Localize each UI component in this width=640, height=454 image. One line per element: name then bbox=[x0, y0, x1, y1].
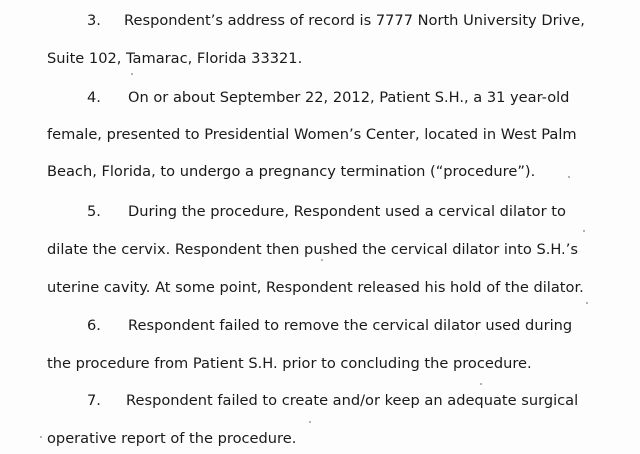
paragraph-line: Respondent failed to create and/or keep an adequate surgical bbox=[126, 392, 579, 409]
scan-speck bbox=[480, 383, 482, 385]
paragraph-number: 6. bbox=[87, 317, 101, 334]
scan-speck bbox=[321, 259, 323, 261]
scan-speck bbox=[586, 302, 588, 304]
scan-speck bbox=[309, 421, 311, 423]
scan-speck bbox=[583, 230, 585, 232]
paragraph-line: Suite 102, Tamarac, Florida 33321. bbox=[47, 50, 303, 67]
scan-speck bbox=[40, 436, 42, 438]
paragraph-line: Beach, Florida, to undergo a pregnancy termination (“procedure”). bbox=[47, 163, 536, 180]
paragraph-line: operative report of the procedure. bbox=[47, 430, 297, 447]
paragraph-number: 5. bbox=[87, 203, 101, 220]
paragraph-number: 4. bbox=[87, 89, 101, 106]
paragraph-line: the procedure from Patient S.H. prior to concluding the procedure. bbox=[47, 355, 532, 372]
paragraph-line: uterine cavity. At some point, Respondent released his hold of the dilator. bbox=[47, 279, 584, 296]
paragraph-line: dilate the cervix. Respondent then pushed the cervical dilator into S.H.’s bbox=[47, 241, 578, 258]
paragraph-line: Respondent’s address of record is 7777 North University Drive, bbox=[124, 12, 585, 29]
paragraph-line: During the procedure, Respondent used a cervical dilator to bbox=[128, 203, 566, 220]
paragraph-line: Respondent failed to remove the cervical dilator used during bbox=[128, 317, 573, 334]
paragraph-number: 7. bbox=[87, 392, 101, 409]
paragraph-number: 3. bbox=[87, 12, 101, 29]
paragraph-line: On or about September 22, 2012, Patient S.H., a 31 year-old bbox=[128, 89, 570, 106]
paragraph-line: female, presented to Presidential Women’s Center, located in West Palm bbox=[47, 126, 577, 143]
scan-speck bbox=[131, 73, 133, 75]
scan-speck bbox=[568, 176, 570, 178]
